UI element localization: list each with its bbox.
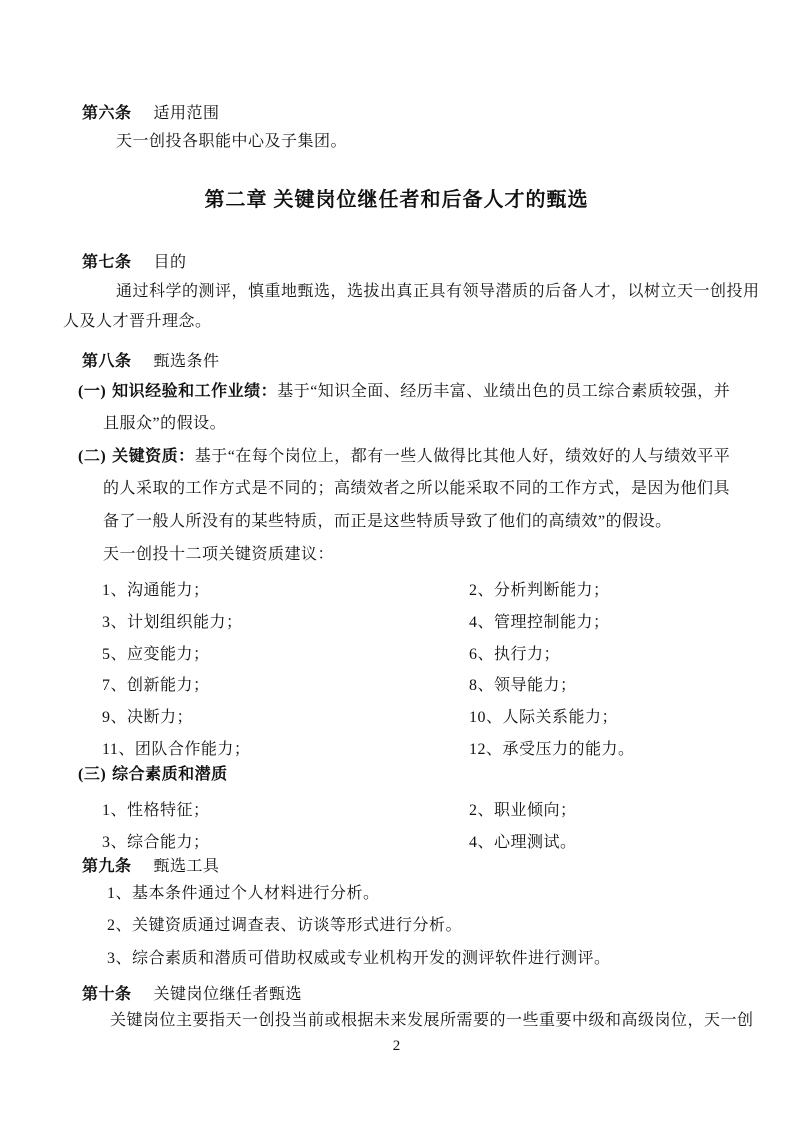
- condition-item-3-line: [78, 765, 228, 784]
- page-number: 2: [392, 1038, 401, 1054]
- qualities-intro-line: 天一创投十二项关键资质建议：: [103, 546, 335, 563]
- condition-item-2-label: (二): [78, 448, 107, 465]
- condition-item-2-text: 基于“在每个岗位上，都有一些人做得比其他人好，绩效好的人与绩效平平: [194, 448, 731, 465]
- quality-item-11: 11、团队合作能力；: [102, 741, 251, 758]
- article-6-body: 天一创投各职能中心及子集团。: [116, 133, 348, 150]
- quality-item-6: 6、执行力；: [469, 646, 561, 663]
- article-10-label: 第十条: [82, 986, 132, 1003]
- tool-item-2: 2、关键资质通过调查表、访谈等形式进行分析。: [107, 917, 463, 934]
- quality-item-4: 4、管理控制能力；: [469, 614, 610, 631]
- article-7-body-line-1: 通过科学的测评，慎重地甄选，选拔出真正具有领导潜质的后备人才，以树立天一创投用: [116, 283, 760, 300]
- potential-item-4: 4、心理测试。: [469, 834, 577, 851]
- article-10-heading: [82, 985, 302, 1004]
- condition-item-3-label: (三): [78, 766, 107, 783]
- quality-row-5: [102, 704, 619, 727]
- potential-item-2: 2、职业倾向；: [469, 802, 577, 819]
- article-7-body-line-2: 人及人才晋升理念。: [63, 313, 212, 330]
- condition-item-1-lead: 知识经验和工作业绩：: [112, 383, 278, 400]
- quality-item-10: 10、人际关系能力；: [469, 709, 619, 726]
- condition-item-1-text: 基于“知识全面、经历丰富、业绩出色的员工综合素质较强，并: [277, 383, 731, 400]
- condition-item-1-line-1: [78, 382, 730, 401]
- tool-item-1: 1、基本条件通过个人材料进行分析。: [107, 885, 380, 902]
- quality-item-12: 12、承受压力的能力。: [469, 741, 635, 758]
- quality-item-5: 5、应变能力；: [102, 646, 210, 663]
- article-9-heading: [82, 857, 220, 876]
- article-6-heading: [82, 104, 220, 123]
- potential-item-1: 1、性格特征；: [102, 802, 210, 819]
- article-8-heading: [82, 352, 220, 371]
- condition-item-2-line-3: 备了一般人所没有的某些特质，而正是这些特质导致了他们的高绩效”的假设。: [103, 513, 672, 530]
- quality-row-1: [102, 577, 610, 600]
- potential-item-3: 3、综合能力；: [102, 834, 210, 851]
- quality-item-9: 9、决断力；: [102, 709, 194, 726]
- condition-item-2-line-1: [78, 447, 730, 466]
- quality-item-7: 7、创新能力；: [102, 677, 210, 694]
- article-10-title: 关键岗位继任者甄选: [153, 986, 303, 1003]
- article-10-body-line-1: 关键岗位主要指天一创投当前或根据未来发展所需要的一些重要中级和高级岗位，天一创: [110, 1012, 754, 1029]
- chapter-title: 第二章 关键岗位继任者和后备人才的甄选: [204, 189, 589, 211]
- quality-row-4: [102, 672, 577, 695]
- quality-row-6: [102, 736, 635, 759]
- quality-item-8: 8、领导能力；: [469, 677, 577, 694]
- article-9-label: 第九条: [82, 858, 132, 875]
- quality-row-2: [102, 609, 610, 632]
- condition-item-3-lead: 综合素质和潜质: [112, 766, 228, 783]
- quality-item-3: 3、计划组织能力；: [102, 614, 243, 631]
- condition-item-1-label: (一): [78, 383, 107, 400]
- article-6-title: 适用范围: [153, 105, 220, 122]
- quality-item-2: 2、分析判断能力；: [469, 582, 610, 599]
- quality-row-3: [102, 641, 561, 664]
- potential-row-2: [102, 829, 577, 852]
- condition-item-2-lead: 关键资质：: [112, 448, 195, 465]
- article-9-title: 甄选工具: [153, 858, 220, 875]
- condition-item-1-line-2: 且服众”的假设。: [103, 415, 227, 432]
- condition-item-2-line-2: 的人采取的工作方式是不同的；高绩效者之所以能采取不同的工作方式，是因为他们具: [103, 480, 731, 497]
- article-6-label: 第六条: [82, 105, 132, 122]
- potential-row-1: [102, 797, 577, 820]
- quality-item-1: 1、沟通能力；: [102, 582, 210, 599]
- article-7-title: 目的: [153, 254, 187, 271]
- article-7-heading: [82, 253, 187, 272]
- article-8-title: 甄选条件: [153, 353, 220, 370]
- tool-item-3: 3、综合素质和潜质可借助权威或专业机构开发的测评软件进行测评。: [107, 950, 611, 967]
- article-7-label: 第七条: [82, 254, 132, 271]
- article-8-label: 第八条: [82, 353, 132, 370]
